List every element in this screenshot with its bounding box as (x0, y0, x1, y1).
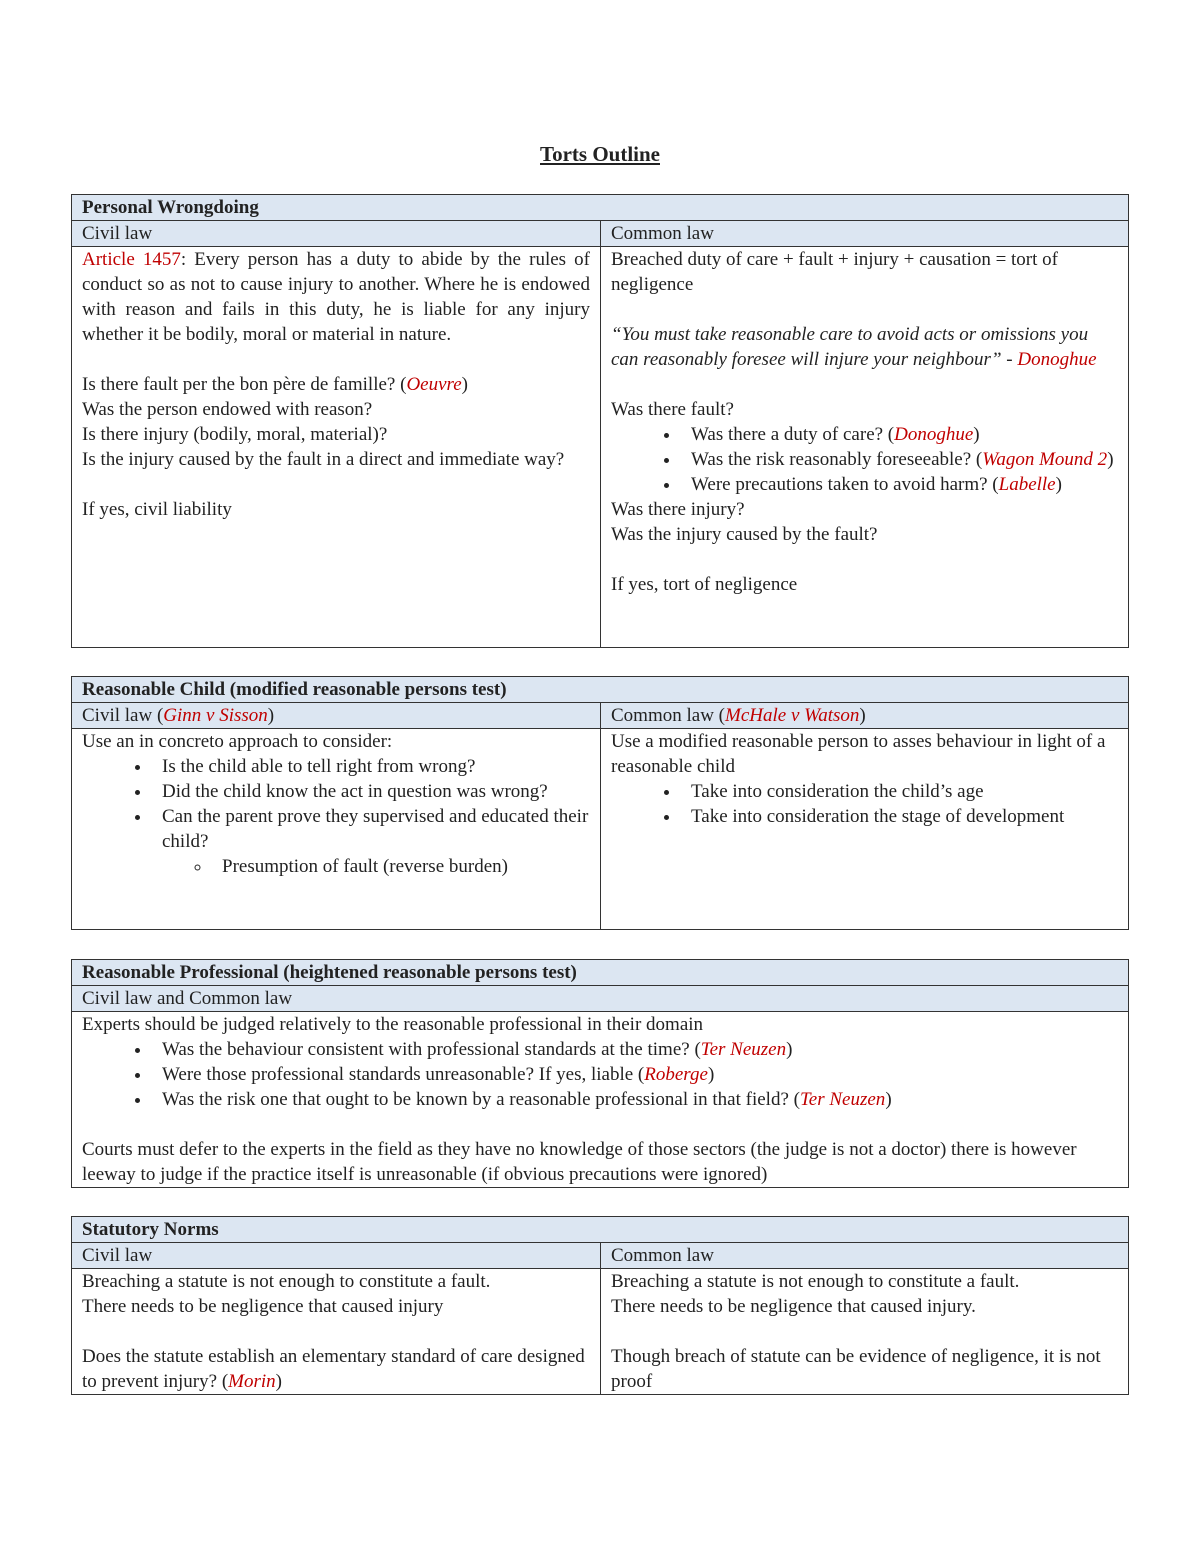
case-name: Wagon Mound 2 (982, 449, 1108, 470)
question-fault: Was there fault? (611, 399, 734, 420)
table-personal-wrongdoing (71, 194, 1129, 648)
column-label-civil: Civil law (72, 1243, 601, 1269)
column-label-common: Common law (601, 221, 1129, 247)
evidence-not-proof-text: Though breach of statute can be evidence of negligence, it is not proof (611, 1346, 1101, 1392)
section-heading: Statutory Norms (72, 1217, 1129, 1243)
question-fault: Is there fault per the bon père de famille? (Oeuvre) (82, 374, 468, 395)
case-name: Labelle (998, 474, 1056, 495)
section-heading: Reasonable Professional (heightened reasonable persons test) (72, 960, 1129, 986)
list-item: ◦ Presumption of fault (reverse burden) (212, 854, 590, 879)
question-injury: Is there injury (bodily, moral, material)? (82, 424, 388, 445)
professional-test-list (82, 1037, 1118, 1112)
table-statutory-norms (71, 1216, 1129, 1395)
table-reasonable-professional (71, 959, 1129, 1188)
case-name: Roberge (644, 1064, 708, 1085)
civil-conclusion: If yes, civil liability (82, 499, 232, 520)
case-name: Morin (228, 1371, 276, 1392)
column-label-common: Common law (McHale v Watson) (601, 703, 1129, 729)
donoghue-quote: “You must take reasonable care to avoid acts or omissions you can reasonably foresee will injure your neighbour” - Donoghue (611, 324, 1097, 370)
list-item: • Were precautions taken to avoid harm? (Labelle) (681, 472, 1118, 497)
column-label-both: Civil law and Common law (72, 986, 1129, 1012)
case-name: Ginn v Sisson (163, 705, 268, 726)
list-item: • Did the child know the act in question was wrong? (152, 779, 590, 804)
list-item: • Can the parent prove they supervised and educated their child? ◦ Presumption of fault (reverse burden) (152, 804, 590, 879)
common-law-cell (601, 247, 1129, 648)
common-conclusion: If yes, tort of negligence (611, 574, 798, 595)
table-reasonable-child (71, 676, 1129, 930)
child-test-list (82, 754, 590, 879)
professional-cell (72, 1012, 1129, 1188)
case-name: Oeuvre (406, 374, 462, 395)
list-item: • Take into consideration the stage of development (681, 804, 1118, 829)
courts-deference-text: Courts must defer to the experts in the field as they have no knowledge of those sectors (the judge is not a doctor) there is however leeway to judge if the practice itself is unreasonable (if obvious precautions were ignored) (82, 1139, 1077, 1185)
case-name: Donoghue (894, 424, 974, 445)
child-test-list (611, 779, 1118, 829)
question-injury: Was there injury? (611, 499, 745, 520)
negligence-needed-text: There needs to be negligence that caused injury (82, 1296, 444, 1317)
question-causation: Is the injury caused by the fault in a direct and immediate way? (82, 449, 565, 470)
question-causation: Was the injury caused by the fault? (611, 524, 878, 545)
intro-text: Use an in concreto approach to consider: (82, 731, 393, 752)
civil-law-cell (72, 729, 601, 930)
list-item: • Were those professional standards unreasonable? If yes, liable (Roberge) (152, 1062, 1118, 1087)
common-law-cell (601, 1269, 1129, 1395)
list-item: • Was the behaviour consistent with professional standards at the time? (Ter Neuzen) (152, 1037, 1118, 1062)
intro-text: Use a modified reasonable person to asses behaviour in light of a reasonable child (611, 731, 1106, 777)
question-reason: Was the person endowed with reason? (82, 399, 373, 420)
statute-breach-text: Breaching a statute is not enough to constitute a fault. (611, 1271, 1020, 1292)
list-item: • Was the risk reasonably foreseeable? (Wagon Mound 2) (681, 447, 1118, 472)
common-law-cell (601, 729, 1129, 930)
negligence-needed-text: There needs to be negligence that caused injury. (611, 1296, 976, 1317)
statute-breach-text: Breaching a statute is not enough to constitute a fault. (82, 1271, 491, 1292)
case-name: Ter Neuzen (700, 1039, 787, 1060)
case-name: McHale v Watson (725, 705, 860, 726)
case-name: Ter Neuzen (799, 1089, 886, 1110)
article-paragraph (82, 247, 590, 347)
civil-law-cell (72, 1269, 601, 1395)
column-label-common: Common law (601, 1243, 1129, 1269)
list-item: • Take into consideration the child’s age (681, 779, 1118, 804)
sub-list (162, 854, 590, 879)
list-item: • Was the risk one that ought to be known by a reasonable professional in that field? (Ter Neuzen) (152, 1087, 1118, 1112)
document-title: Torts Outline (540, 142, 660, 166)
list-item: • Is the child able to tell right from wrong? (152, 754, 590, 779)
section-heading: Personal Wrongdoing (72, 195, 1129, 221)
article-reference: Article 1457 (82, 249, 181, 270)
article-text: : Every person has a duty to abide by the rules of conduct so as not to cause injury to another. Where he is endowed with reason and fails in this duty, he is liable for any injury whether it be bodily, moral or material in nature. (82, 249, 590, 345)
civil-law-cell (72, 247, 601, 648)
case-name: Donoghue (1017, 349, 1097, 370)
section-heading: Reasonable Child (modified reasonable persons test) (72, 677, 1129, 703)
statute-question: Does the statute establish an elementary standard of care designed to prevent injury? (Morin) (82, 1346, 585, 1392)
fault-list (611, 422, 1118, 497)
list-item: • Was there a duty of care? (Donoghue) (681, 422, 1118, 447)
intro-text: Experts should be judged relatively to the reasonable professional in their domain (82, 1014, 704, 1035)
negligence-formula: Breached duty of care + fault + injury + causation = tort of negligence (611, 249, 1058, 295)
column-label-civil: Civil law (Ginn v Sisson) (72, 703, 601, 729)
column-label-civil: Civil law (72, 221, 601, 247)
